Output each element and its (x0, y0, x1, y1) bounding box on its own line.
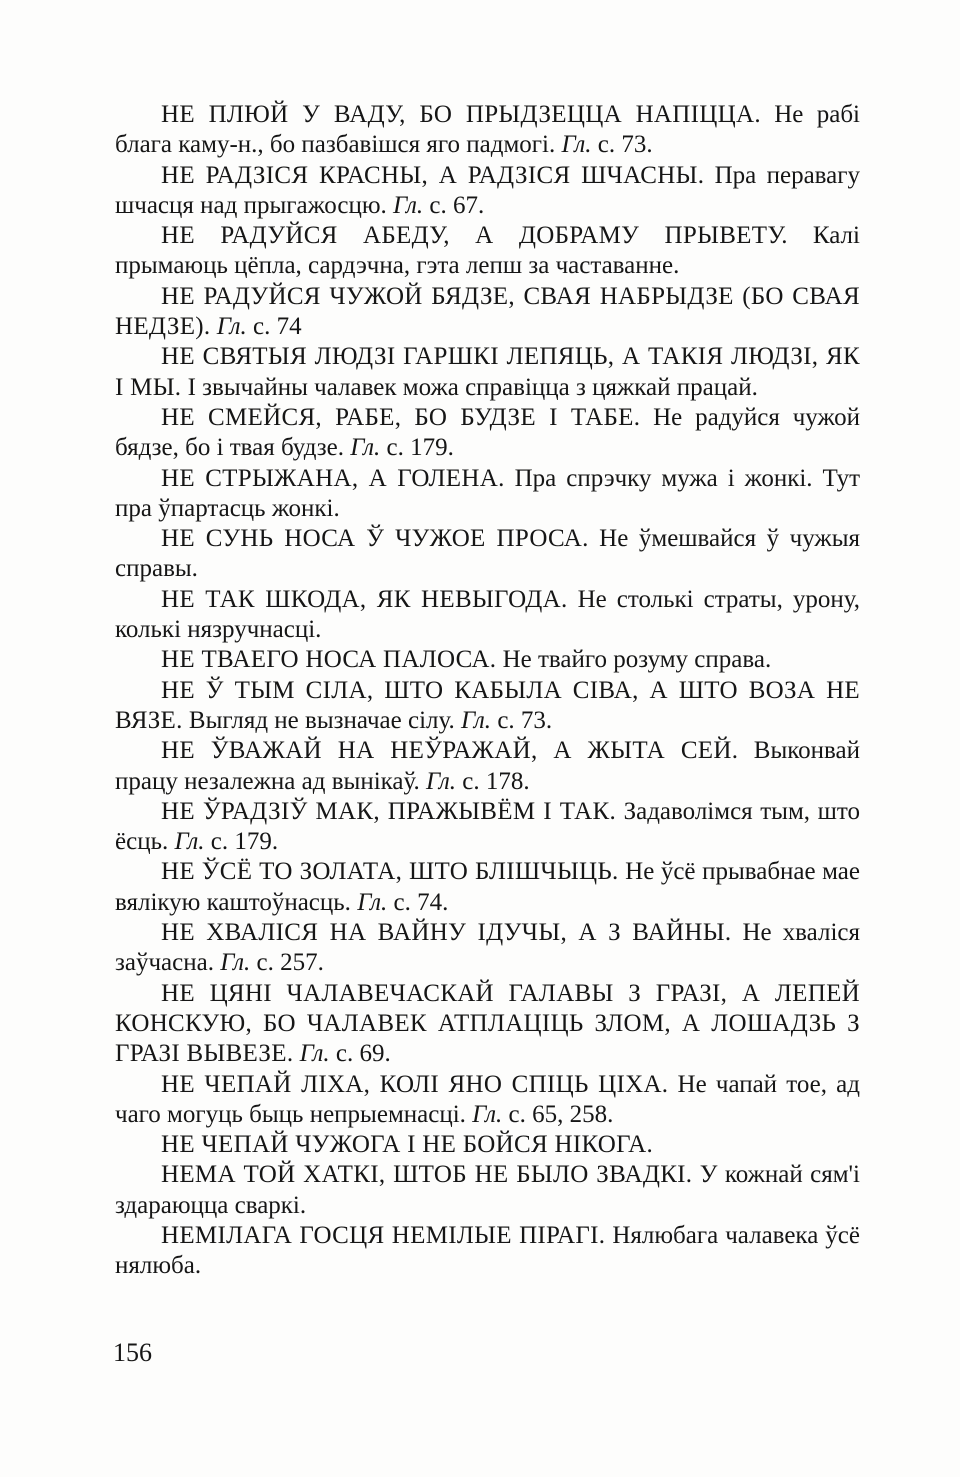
proverb-definition: І звычайны чалавек можа справіцца з цяжкай працай. (181, 373, 758, 401)
proverb-definition: Пра спрэчку мужа і жонкі. Тут пра ўпартасць жонкі. (115, 464, 860, 522)
proverb-definition: с. 65, 258. (502, 1100, 614, 1128)
proverb-entry (115, 403, 860, 464)
proverb-definition: Задаволімся тым, што ёсць. (115, 797, 860, 856)
proverb-headword: НЕ ЎВАЖАЙ НА НЕЎРАЖАЙ, А ЖЫТА СЕЙ. (161, 737, 739, 765)
proverb-definition: Выгляд не вызначае сілу. (182, 706, 462, 734)
proverb-headword: НЕ Ў ТЫМ СІЛА, ШТО КАБЫЛА СІВА, А ШТО ВОЗА НЕ ВЯЗЕ. (115, 676, 860, 734)
proverb-entry (115, 161, 860, 222)
proverb-definition: с. 179. (204, 828, 279, 856)
see-reference: Гл. (357, 888, 388, 916)
see-reference: Гл. (472, 1100, 503, 1128)
proverb-headword: НЕ ЎРАДЗІЎ МАК, ПРАЖЫВЁМ І ТАК. (161, 797, 616, 825)
page-number: 156 (113, 1338, 152, 1367)
proverb-headword: НЕ СВЯТЫЯ ЛЮДЗІ ГАРШКІ ЛЕПЯЦЬ, А ТАКІЯ ЛЮДЗІ, ЯК І МЫ. (115, 343, 860, 401)
proverb-definition: Выконвай працу незалежна ад вынікаў. (115, 737, 860, 795)
proverb-definition: Нялюбага чалавека ўсё нялюба. (115, 1221, 860, 1280)
see-reference: Гл. (461, 706, 492, 734)
proverb-definition: Не твайго розуму справа. (496, 646, 772, 674)
proverb-headword: НЕМІЛАГА ГОСЦЯ НЕМІЛЫЕ ПІРАГІ. (161, 1221, 606, 1249)
proverb-entry (115, 736, 860, 797)
proverb-entry (115, 797, 860, 858)
proverb-definition: Не ўсё прывабнае мае вялікую каштоўнасць. (115, 858, 860, 916)
see-reference: Гл. (216, 313, 247, 341)
proverb-headword: НЕ ЧЕПАЙ ЛІХА, КОЛІ ЯНО СПІЦЬ ЦІХА. (161, 1070, 669, 1098)
proverb-definition: Не ўмешвайся ў чужыя справы. (115, 525, 860, 583)
proverb-headword: НЕ ТАК ШКОДА, ЯК НЕВЫГОДА. (161, 585, 568, 613)
proverb-definition: с. 74. (387, 888, 449, 916)
proverb-headword: НЕ ПЛЮЙ У ВАДУ, БО ПРЫДЗЕЦЦА НАПІЦЦА. (161, 101, 761, 128)
see-reference: Гл. (561, 131, 592, 159)
proverb-definition: с. 69. (329, 1040, 391, 1068)
proverb-definition: Пра перавагу шчасця над прыгажосцю. (115, 161, 861, 219)
proverb-headword: НЕ РАДЗІСЯ КРАСНЫ, А РАДЗІСЯ ШЧАСНЫ. (161, 161, 705, 189)
proverb-entry (115, 676, 860, 737)
proverb-definition: Не радуйся чужой бядзе, бо і твая будзе. (115, 403, 860, 462)
see-reference: Гл. (174, 828, 205, 856)
proverb-definition: с. 74 (246, 313, 302, 341)
proverb-entry (115, 221, 860, 282)
see-reference: Гл. (393, 191, 424, 219)
proverb-entry (115, 918, 860, 979)
proverb-entry (115, 1130, 860, 1160)
proverb-headword: НЕ ЎСЁ ТО ЗОЛАТА, ШТО БЛІШЧЫЦЬ. (161, 858, 619, 886)
proverb-entry (115, 524, 860, 585)
see-reference: Гл. (299, 1040, 330, 1068)
proverb-headword: НЕ РАДУЙСЯ АБЕДУ, А ДОБРАМУ ПРЫВЕТУ. (161, 222, 788, 250)
proverb-definition: с. 178. (456, 767, 530, 795)
proverb-headword: НЕ ЧЕПАЙ ЧУЖОГА І НЕ БОЙСЯ НІКОГА. (161, 1131, 654, 1159)
see-reference: Гл. (350, 434, 381, 462)
entries-container (115, 100, 860, 1282)
proverb-entry (115, 282, 860, 343)
proverb-headword: НЕ СУНЬ НОСА Ў ЧУЖОЕ ПРОСА. (161, 525, 589, 553)
proverb-definition: с. 179. (380, 434, 454, 462)
proverb-entry (115, 100, 860, 161)
proverb-entry (115, 585, 860, 646)
proverb-headword: НЕ ХВАЛІСЯ НА ВАЙНУ ІДУЧЫ, А З ВАЙНЫ. (161, 919, 732, 947)
proverb-definition: с. 67. (423, 191, 485, 219)
see-reference: Гл. (426, 767, 457, 795)
proverb-definition: Калі прымаюць цёпла, сардэчна, гэта лепш за частаванне. (115, 222, 860, 280)
proverb-headword: НЕ СМЕЙСЯ, РАБЕ, БО БУДЗЕ І ТАБЕ. (161, 403, 641, 431)
proverb-headword: НЕ ТВАЕГО НОСА ПАЛОСА. (161, 646, 497, 674)
proverb-headword: НЕ СТРЫЖАНА, А ГОЛЕНА. (161, 464, 505, 492)
proverb-headword: НЕ РАДУЙСЯ ЧУЖОЙ БЯДЗЕ, СВАЯ НАБРЫДЗЕ (БО СВАЯ НЕДЗЕ). (115, 282, 860, 341)
proverb-entry (115, 342, 860, 403)
proverb-definition: Не столькі страты, урону, колькі нязручнасці. (115, 585, 861, 644)
proverb-entry (115, 979, 860, 1070)
proverb-entry (115, 645, 860, 675)
proverb-headword: НЕМА ТОЙ ХАТКІ, ШТОБ НЕ БЫЛО ЗВАДКІ. (161, 1161, 693, 1189)
proverb-definition: с. 73. (491, 706, 553, 734)
proverb-entry (115, 857, 860, 918)
proverb-entry (115, 464, 860, 525)
proverb-headword: НЕ ЦЯНІ ЧАЛАВЕЧАСКАЙ ГАЛАВЫ З ГРАЗІ, А ЛЕПЕЙ КОНСКУЮ, БО ЧАЛАВЕК АТПЛАЦІЦЬ ЗЛОМ, А ЛОШАДЗЬ З ГРАЗІ ВЫВЕЗЕ. (115, 979, 860, 1068)
proverb-definition: Не хваліся заўчасна. (115, 919, 860, 977)
proverb-entry (115, 1160, 860, 1221)
proverb-definition: У кожнай сям'і здараюцца сваркі. (115, 1161, 860, 1219)
proverb-definition: Не чапай тое, ад чаго могуць быць непрыемнасці. (115, 1070, 860, 1128)
proverb-definition: Не рабі блага каму-н., бо пазбавішся яго падмогі. (115, 101, 860, 159)
see-reference: Гл. (220, 949, 251, 977)
proverb-definition: с. 257. (250, 949, 324, 977)
proverb-entry (115, 1070, 860, 1131)
proverb-entry (115, 1221, 860, 1282)
proverb-definition: с. 73. (591, 131, 653, 159)
